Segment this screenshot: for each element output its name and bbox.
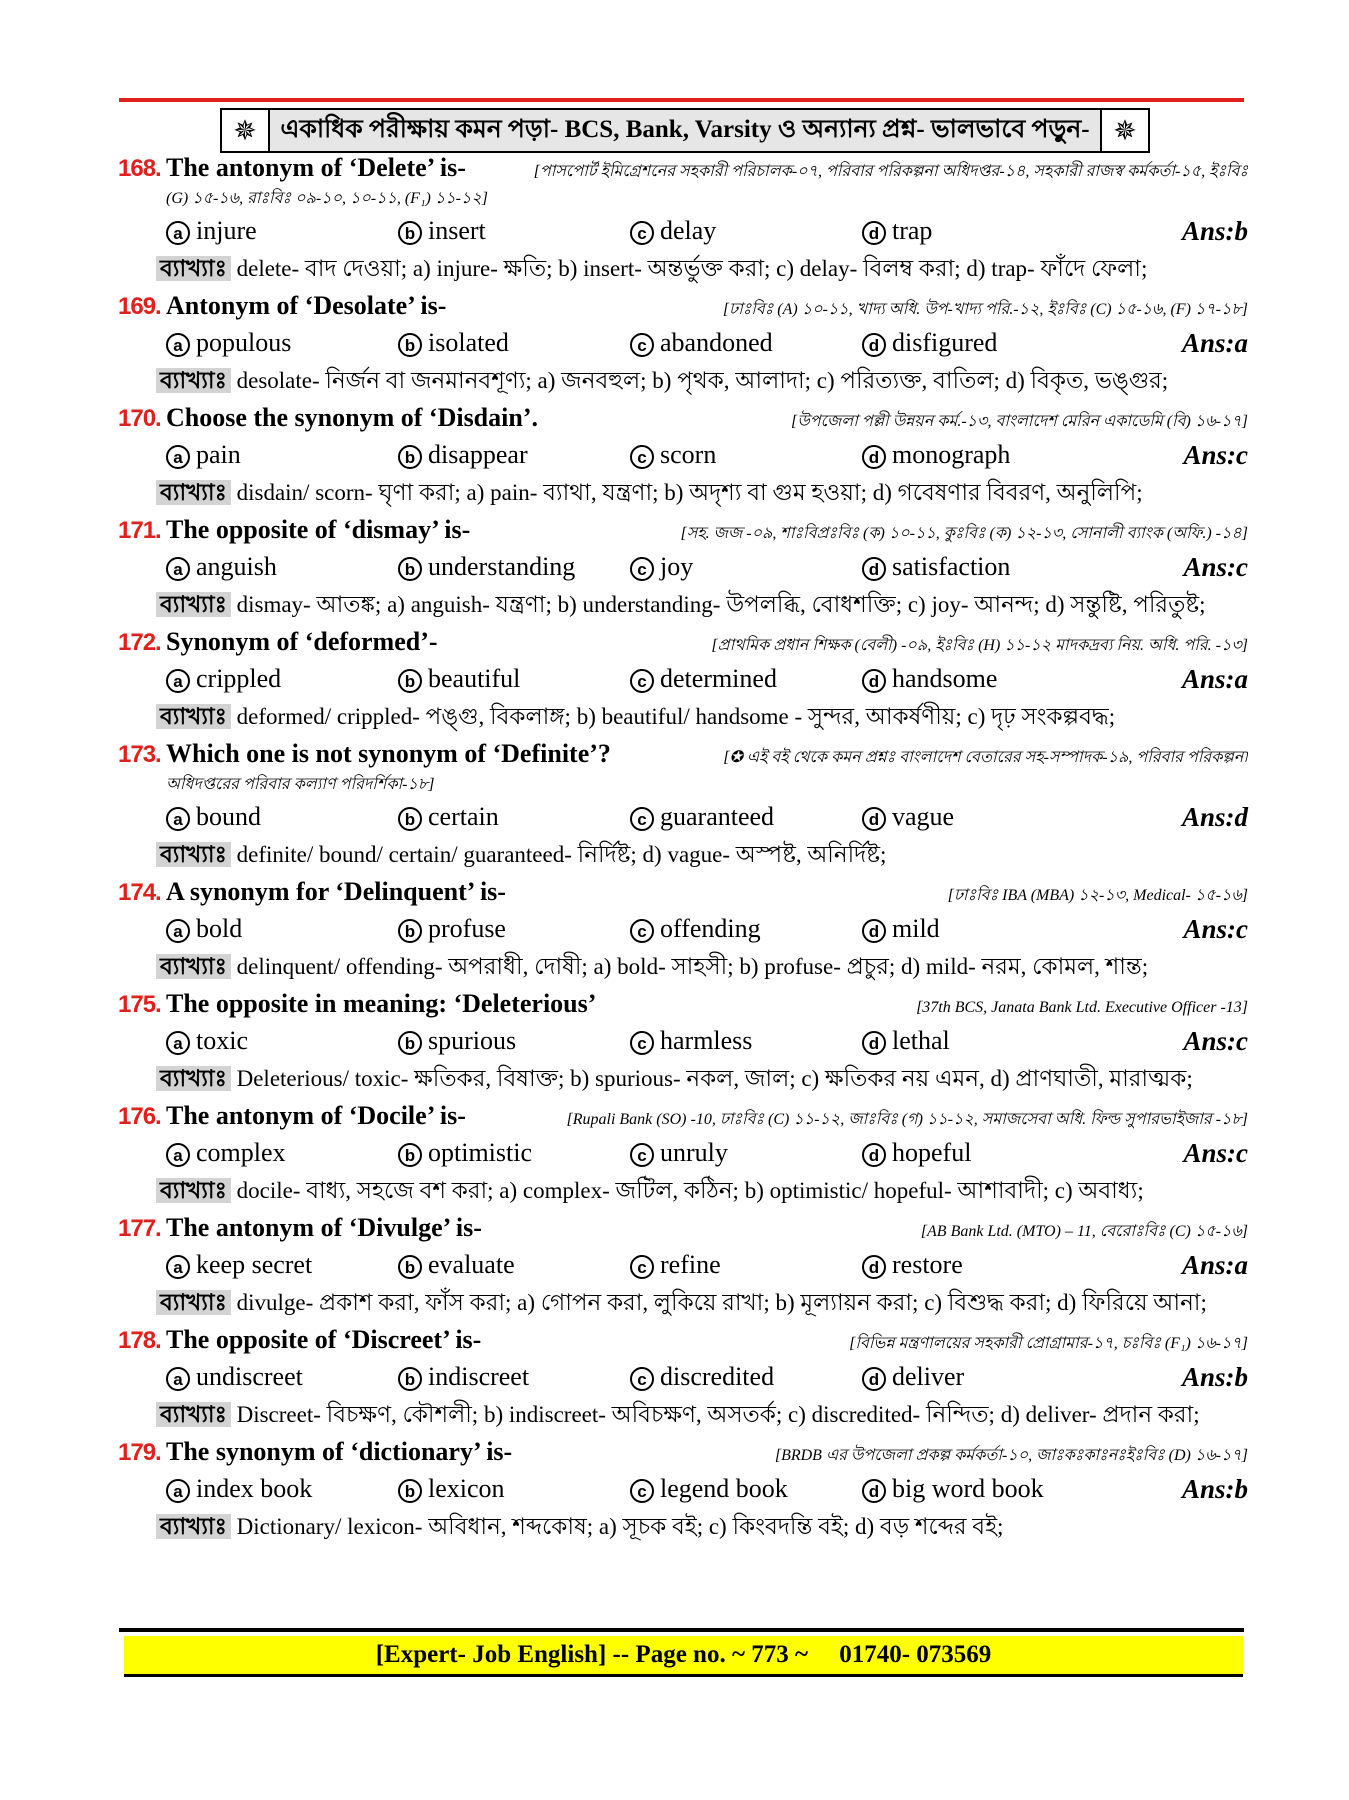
option-letter-circle: c — [630, 557, 654, 581]
explanation-line — [118, 1060, 1248, 1098]
question-line — [118, 150, 1248, 186]
explanation-line — [118, 1172, 1248, 1210]
option-letter-circle: d — [862, 1367, 886, 1391]
option-text: injure — [196, 216, 257, 245]
question-number: 173. — [118, 741, 161, 768]
answer-label: Ans:b — [1181, 1474, 1248, 1504]
option-b — [398, 212, 630, 250]
bottom-rule — [119, 1628, 1244, 1632]
option-c — [630, 798, 862, 836]
question-item — [118, 1098, 1248, 1210]
header-banner — [220, 108, 1150, 153]
option-text: index book — [196, 1474, 313, 1503]
option-text: undiscreet — [196, 1362, 303, 1391]
question-text: The synonym of ‘dictionary’ is- — [166, 1437, 513, 1466]
explanation-line — [118, 474, 1248, 512]
question-text: The antonym of ‘Docile’ is- — [166, 1101, 466, 1130]
question-source: [ঢাঃবিঃ (A) ১০-১১, খাদ্য অধি. উপ-খাদ্য পরি.-১২, ইঃবিঃ (C) ১৫-১৬, (F) ১৭-১৮] — [722, 301, 1248, 318]
question-text: Which one is not synonym of ‘Definite’? — [166, 739, 611, 768]
question-list — [118, 150, 1248, 1546]
option-text: anguish — [196, 552, 277, 581]
answer-label: Ans:c — [1183, 440, 1248, 470]
option-text: satisfaction — [892, 552, 1011, 581]
option-d — [862, 436, 1094, 474]
option-letter-circle: d — [862, 221, 886, 245]
option-text: scorn — [660, 440, 717, 469]
question-line — [118, 1098, 1248, 1134]
option-a — [166, 548, 398, 586]
answer-label: Ans:c — [1183, 552, 1248, 582]
explanation-text: Discreet- বিচক্ষণ, কৌশলী; b) indiscreet- অবিচক্ষণ, অসতর্ক; c) discredited- নিন্দিত; d) deliver- প্রদান করা; — [236, 1402, 1200, 1427]
options-row — [118, 548, 1248, 586]
option-b — [398, 1358, 630, 1396]
options-row — [118, 436, 1248, 474]
option-text: insert — [428, 216, 486, 245]
options-row — [118, 1470, 1248, 1508]
option-c — [630, 1470, 862, 1508]
option-letter-circle: d — [862, 445, 886, 469]
explanation-text: deformed/ crippled- পঙ্গু, বিকলাঙ্গ; b) beautiful/ handsome - সুন্দর, আকর্ষণীয়; c) দৃঢ় সংকল্পবদ্ধ; — [236, 704, 1116, 729]
option-text: unruly — [660, 1138, 728, 1167]
option-letter-circle: a — [166, 221, 190, 245]
option-c — [630, 1246, 862, 1284]
banner-text: একাধিক পরীক্ষায় কমন পড়া- BCS, Bank, Varsity ও অন্যান্য প্রশ্ন- ভালভাবে পড়ুন- — [280, 116, 1090, 143]
question-source: [ঢাঃবিঃ IBA (MBA) ১২-১৩, Medical- ১৫-১৬] — [947, 887, 1248, 904]
option-text: isolated — [428, 328, 509, 357]
option-letter-circle: a — [166, 1255, 190, 1279]
question-line — [118, 1434, 1248, 1470]
option-c — [630, 1134, 862, 1172]
option-letter-circle: b — [398, 669, 422, 693]
option-b — [398, 436, 630, 474]
question-number: 171. — [118, 517, 161, 544]
question-source: [BRDB এর উপজেলা প্রকল্প কর্মকর্তা-১০, জাঃকঃকাঃনঃইঃবিঃ (D) ১৬-১৭] — [774, 1447, 1248, 1464]
explanation-tag: ব্যাখ্যাঃ — [156, 1514, 231, 1539]
explanation-text: delete- বাদ দেওয়া; a) injure- ক্ষতি; b) insert- অন্তর্ভুক্ত করা; c) delay- বিলম্ব করা; d) trap- ফাঁদে ফেলা; — [236, 256, 1148, 281]
option-letter-circle: b — [398, 333, 422, 357]
option-a — [166, 910, 398, 948]
option-c — [630, 1022, 862, 1060]
option-letter-circle: c — [630, 445, 654, 469]
option-letter-circle: d — [862, 557, 886, 581]
option-letter-circle: b — [398, 1479, 422, 1503]
explanation-tag: ব্যাখ্যাঃ — [156, 1178, 231, 1203]
answer-label: Ans:d — [1181, 802, 1248, 832]
explanation-line — [118, 948, 1248, 986]
question-item — [118, 400, 1248, 512]
option-text: discredited — [660, 1362, 775, 1391]
option-letter-circle: a — [166, 1479, 190, 1503]
question-number: 169. — [118, 293, 161, 320]
question-text: The opposite of ‘dismay’ is- — [166, 515, 471, 544]
option-text: keep secret — [196, 1250, 313, 1279]
option-letter-circle: c — [630, 333, 654, 357]
answer-label: Ans:c — [1183, 1138, 1248, 1168]
question-source: [37th BCS, Janata Bank Ltd. Executive Officer -13] — [916, 999, 1248, 1016]
option-text: restore — [892, 1250, 963, 1279]
explanation-tag: ব্যাখ্যাঃ — [156, 368, 231, 393]
question-number: 168. — [118, 155, 161, 182]
question-item — [118, 1322, 1248, 1434]
option-text: certain — [428, 802, 499, 831]
answer-label: Ans:b — [1181, 216, 1248, 246]
question-item — [118, 512, 1248, 624]
option-text: disfigured — [892, 328, 998, 357]
question-source: [AB Bank Ltd. (MTO) – 11, বেরোঃবিঃ (C) ১৫-১৬] — [920, 1223, 1248, 1240]
option-text: toxic — [196, 1026, 248, 1055]
option-text: indiscreet — [428, 1362, 530, 1391]
question-text: The opposite in meaning: ‘Deleterious’ — [166, 989, 597, 1018]
explanation-tag: ব্যাখ্যাঃ — [156, 1402, 231, 1427]
option-letter-circle: c — [630, 807, 654, 831]
option-text: hopeful — [892, 1138, 972, 1167]
option-text: spurious — [428, 1026, 517, 1055]
option-text: disappear — [428, 440, 528, 469]
question-line — [118, 736, 1248, 772]
option-letter-circle: d — [862, 669, 886, 693]
option-text: guaranteed — [660, 802, 775, 831]
option-letter-circle: b — [398, 1367, 422, 1391]
option-letter-circle: c — [630, 1143, 654, 1167]
option-c — [630, 910, 862, 948]
option-d — [862, 798, 1094, 836]
option-a — [166, 1246, 398, 1284]
question-text: Antonym of ‘Desolate’ is- — [166, 291, 447, 320]
option-letter-circle: d — [862, 1479, 886, 1503]
option-b — [398, 324, 630, 362]
options-row — [118, 660, 1248, 698]
question-line — [118, 288, 1248, 324]
option-letter-circle: c — [630, 1367, 654, 1391]
option-letter-circle: d — [862, 333, 886, 357]
option-text: harmless — [660, 1026, 753, 1055]
explanation-tag: ব্যাখ্যাঃ — [156, 954, 231, 979]
option-c — [630, 212, 862, 250]
top-rule — [119, 98, 1244, 102]
explanation-text: divulge- প্রকাশ করা, ফাঁস করা; a) গোপন করা, লুকিয়ে রাখা; b) মূল্যায়ন করা; c) বিশুদ্ধ করা; d) ফিরিয়ে আনা; — [236, 1290, 1207, 1315]
explanation-tag: ব্যাখ্যাঃ — [156, 704, 231, 729]
question-line — [118, 512, 1248, 548]
option-c — [630, 1358, 862, 1396]
page-footer: [Expert- Job English] -- Page no. ~ 773 ~ 01740- 073569 — [124, 1636, 1243, 1677]
explanation-text: dismay- আতঙ্ক; a) anguish- যন্ত্রণা; b) understanding- উপলব্ধি, বোধশক্তি; c) joy- আনন্দ; d) সন্তুষ্টি, পরিতুষ্ট; — [236, 592, 1206, 617]
options-row — [118, 910, 1248, 948]
option-text: bound — [196, 802, 261, 831]
option-letter-circle: c — [630, 221, 654, 245]
question-number: 176. — [118, 1103, 161, 1130]
options-row — [118, 1246, 1248, 1284]
option-letter-circle: a — [166, 445, 190, 469]
option-d — [862, 1246, 1094, 1284]
option-text: complex — [196, 1138, 286, 1167]
option-text: refine — [660, 1250, 721, 1279]
explanation-tag: ব্যাখ্যাঃ — [156, 256, 231, 281]
option-letter-circle: a — [166, 669, 190, 693]
question-source: [বিভিন্ন মন্ত্রণালয়ের সহকারী প্রোগ্রামার-১৭, চঃবিঃ (F₁) ১৬-১৭] — [849, 1335, 1248, 1352]
option-a — [166, 798, 398, 836]
option-letter-circle: b — [398, 1255, 422, 1279]
question-item — [118, 736, 1248, 874]
option-a — [166, 660, 398, 698]
explanation-tag: ব্যাখ্যাঃ — [156, 842, 231, 867]
question-line — [118, 624, 1248, 660]
option-letter-circle: b — [398, 1031, 422, 1055]
option-c — [630, 324, 862, 362]
question-line — [118, 1210, 1248, 1246]
explanation-text: Deleterious/ toxic- ক্ষতিকর, বিষাক্ত; b) spurious- নকল, জাল; c) ক্ষতিকর নয় এমন, d) প্রাণঘাতী, মারাত্মক; — [236, 1066, 1193, 1091]
option-d — [862, 1022, 1094, 1060]
question-text: The antonym of ‘Delete’ is- — [166, 153, 466, 182]
question-text: Choose the synonym of ‘Disdain’. — [166, 403, 538, 432]
answer-label: Ans:a — [1181, 328, 1248, 358]
option-text: lexicon — [428, 1474, 505, 1503]
question-number: 174. — [118, 879, 161, 906]
option-letter-circle: c — [630, 669, 654, 693]
answer-label: Ans:a — [1181, 1250, 1248, 1280]
answer-label: Ans:b — [1181, 1362, 1248, 1392]
option-c — [630, 548, 862, 586]
question-source: [সহ. জজ -০৯, শাঃবিপ্রঃবিঃ (ক) ১০-১১, কুঃবিঃ (ক) ১২-১৩, সোনালী ব্যাংক (অফি.) -১৪] — [680, 525, 1248, 542]
explanation-tag: ব্যাখ্যাঃ — [156, 592, 231, 617]
option-d — [862, 548, 1094, 586]
option-letter-circle: d — [862, 1143, 886, 1167]
option-a — [166, 1022, 398, 1060]
question-source: [উপজেলা পল্লী উন্নয়ন কর্ম.-১৩, বাংলাদেশ মেরিন একাডেমি (বি) ১৬-১৭] — [791, 413, 1248, 430]
option-a — [166, 1134, 398, 1172]
options-row — [118, 1022, 1248, 1060]
option-letter-circle: b — [398, 445, 422, 469]
option-c — [630, 660, 862, 698]
question-text: The opposite of ‘Discreet’ is- — [166, 1325, 482, 1354]
question-item — [118, 150, 1248, 288]
options-row — [118, 1358, 1248, 1396]
question-text: The antonym of ‘Divulge’ is- — [166, 1213, 482, 1242]
option-text: abandoned — [660, 328, 773, 357]
answer-label: Ans:a — [1181, 664, 1248, 694]
option-letter-circle: d — [862, 1031, 886, 1055]
option-text: beautiful — [428, 664, 521, 693]
option-c — [630, 436, 862, 474]
question-line — [118, 1322, 1248, 1358]
option-d — [862, 212, 1094, 250]
option-b — [398, 1246, 630, 1284]
option-letter-circle: a — [166, 1031, 190, 1055]
question-source-continued: (G) ১৫-১৬, রাঃবিঃ ০৯-১০, ১০-১১, (F₁) ১১-১২] — [166, 190, 488, 207]
explanation-text: docile- বাধ্য, সহজে বশ করা; a) complex- জটিল, কঠিন; b) optimistic/ hopeful- আশাবাদী; c) অবাধ্য; — [236, 1178, 1144, 1203]
question-text: A synonym for ‘Delinquent’ is- — [166, 877, 506, 906]
option-letter-circle: b — [398, 1143, 422, 1167]
option-d — [862, 910, 1094, 948]
option-text: vague — [892, 802, 955, 831]
option-d — [862, 1358, 1094, 1396]
question-line — [118, 986, 1248, 1022]
option-letter-circle: a — [166, 1367, 190, 1391]
option-a — [166, 436, 398, 474]
explanation-tag: ব্যাখ্যাঃ — [156, 1290, 231, 1315]
question-item — [118, 288, 1248, 400]
option-text: monograph — [892, 440, 1011, 469]
option-text: lethal — [892, 1026, 950, 1055]
explanation-text: disdain/ scorn- ঘৃণা করা; a) pain- ব্যাথা, যন্ত্রণা; b) অদৃশ্য বা গুম হওয়া; d) গবেষণার বিবরণ, অনুলিপি; — [236, 480, 1143, 505]
explanation-line — [118, 362, 1248, 400]
sun-star-icon: ✵ — [222, 110, 270, 151]
option-text: trap — [892, 216, 933, 245]
explanation-line — [118, 1396, 1248, 1434]
options-row — [118, 212, 1248, 250]
option-text: evaluate — [428, 1250, 515, 1279]
option-b — [398, 1470, 630, 1508]
option-letter-circle: b — [398, 807, 422, 831]
option-d — [862, 324, 1094, 362]
option-text: offending — [660, 914, 761, 943]
question-source-continued: অধিদপ্তরের পরিবার কল্যাণ পরিদর্শিকা-১৮] — [166, 776, 435, 793]
option-text: determined — [660, 664, 777, 693]
explanation-line — [118, 586, 1248, 624]
question-text: Synonym of ‘deformed’- — [166, 627, 438, 656]
sun-star-icon: ✵ — [1100, 110, 1148, 151]
question-source: [Rupali Bank (SO) -10, ঢাঃবিঃ (C) ১১-১২, জাঃবিঃ (গ) ১১-১২, সমাজসেবা অধি. ফিল্ড সুপারভাইজার -১৮] — [566, 1111, 1248, 1128]
explanation-text: desolate- নির্জন বা জনমানবশূণ্য; a) জনবহুল; b) পৃথক, আলাদা; c) পরিত্যক্ত, বাতিল; d) বিকৃত, ভঙ্গুর; — [236, 368, 1169, 393]
option-b — [398, 910, 630, 948]
question-item — [118, 1434, 1248, 1546]
option-letter-circle: b — [398, 557, 422, 581]
option-text: big word book — [892, 1474, 1044, 1503]
option-text: populous — [196, 328, 292, 357]
question-source: [প্রাথমিক প্রধান শিক্ষক (বেলী) -০৯, ইঃবিঃ (H) ১১-১২ মাদকদ্রব্য নিয়. অধি. পরি. -১৩] — [711, 637, 1248, 654]
option-letter-circle: a — [166, 557, 190, 581]
option-a — [166, 1470, 398, 1508]
option-a — [166, 324, 398, 362]
question-source: [✪ এই বই থেকে কমন প্রশ্নঃ বাংলাদেশ বেতারের সহ-সম্পাদক-১৯, পরিবার পরিকল্পনা — [723, 749, 1248, 766]
explanation-text: delinquent/ offending- অপরাধী, দোষী; a) bold- সাহসী; b) profuse- প্রচুর; d) mild- নরম, কোমল, শান্ত; — [236, 954, 1149, 979]
question-number: 170. — [118, 405, 161, 432]
option-letter-circle: b — [398, 919, 422, 943]
question-number: 172. — [118, 629, 161, 656]
option-text: delay — [660, 216, 717, 245]
explanation-line — [118, 250, 1248, 288]
question-number: 175. — [118, 991, 161, 1018]
options-row — [118, 798, 1248, 836]
option-letter-circle: d — [862, 807, 886, 831]
question-item — [118, 1210, 1248, 1322]
explanation-text: definite/ bound/ certain/ guaranteed- নির্দিষ্ট; d) vague- অস্পষ্ট, অনির্দিষ্ট; — [236, 842, 887, 867]
option-b — [398, 548, 630, 586]
option-text: optimistic — [428, 1138, 532, 1167]
option-text: crippled — [196, 664, 282, 693]
option-text: deliver — [892, 1362, 965, 1391]
option-letter-circle: c — [630, 1255, 654, 1279]
question-item — [118, 874, 1248, 986]
options-row — [118, 1134, 1248, 1172]
explanation-line — [118, 698, 1248, 736]
option-a — [166, 212, 398, 250]
question-number: 177. — [118, 1215, 161, 1242]
option-b — [398, 1134, 630, 1172]
option-text: legend book — [660, 1474, 788, 1503]
answer-label: Ans:c — [1183, 914, 1248, 944]
explanation-tag: ব্যাখ্যাঃ — [156, 1066, 231, 1091]
option-letter-circle: a — [166, 807, 190, 831]
explanation-text: Dictionary/ lexicon- অবিধান, শব্দকোষ; a) সূচক বই; c) কিংবদন্তি বই; d) বড় শব্দের বই; — [236, 1514, 1004, 1539]
question-number: 178. — [118, 1327, 161, 1354]
question-source: [পাসপোর্ট ইমিগ্রেশনের সহকারী পরিচালক-০৭, পরিবার পরিকল্পনা অধিদপ্তর-১৪, সহকারী রাজস্ব কর্মকর্তা-১৫, ইঃবিঃ — [533, 163, 1248, 180]
option-letter-circle: d — [862, 1255, 886, 1279]
question-line — [118, 874, 1248, 910]
option-b — [398, 1022, 630, 1060]
option-letter-circle: d — [862, 919, 886, 943]
option-text: mild — [892, 914, 940, 943]
question-item — [118, 986, 1248, 1098]
explanation-line — [118, 1508, 1248, 1546]
question-item — [118, 624, 1248, 736]
option-letter-circle: c — [630, 919, 654, 943]
option-text: joy — [660, 552, 694, 581]
option-letter-circle: a — [166, 333, 190, 357]
explanation-line — [118, 836, 1248, 874]
option-text: handsome — [892, 664, 998, 693]
option-text: bold — [196, 914, 243, 943]
option-letter-circle: b — [398, 221, 422, 245]
question-number: 179. — [118, 1439, 161, 1466]
option-text: understanding — [428, 552, 576, 581]
option-letter-circle: c — [630, 1479, 654, 1503]
option-text: profuse — [428, 914, 506, 943]
option-letter-circle: a — [166, 919, 190, 943]
explanation-tag: ব্যাখ্যাঃ — [156, 480, 231, 505]
option-b — [398, 798, 630, 836]
option-d — [862, 1470, 1094, 1508]
options-row — [118, 324, 1248, 362]
option-b — [398, 660, 630, 698]
option-text: pain — [196, 440, 241, 469]
answer-label: Ans:c — [1183, 1026, 1248, 1056]
option-d — [862, 660, 1094, 698]
question-line — [118, 400, 1248, 436]
option-letter-circle: a — [166, 1143, 190, 1167]
option-d — [862, 1134, 1094, 1172]
option-a — [166, 1358, 398, 1396]
option-letter-circle: c — [630, 1031, 654, 1055]
explanation-line — [118, 1284, 1248, 1322]
